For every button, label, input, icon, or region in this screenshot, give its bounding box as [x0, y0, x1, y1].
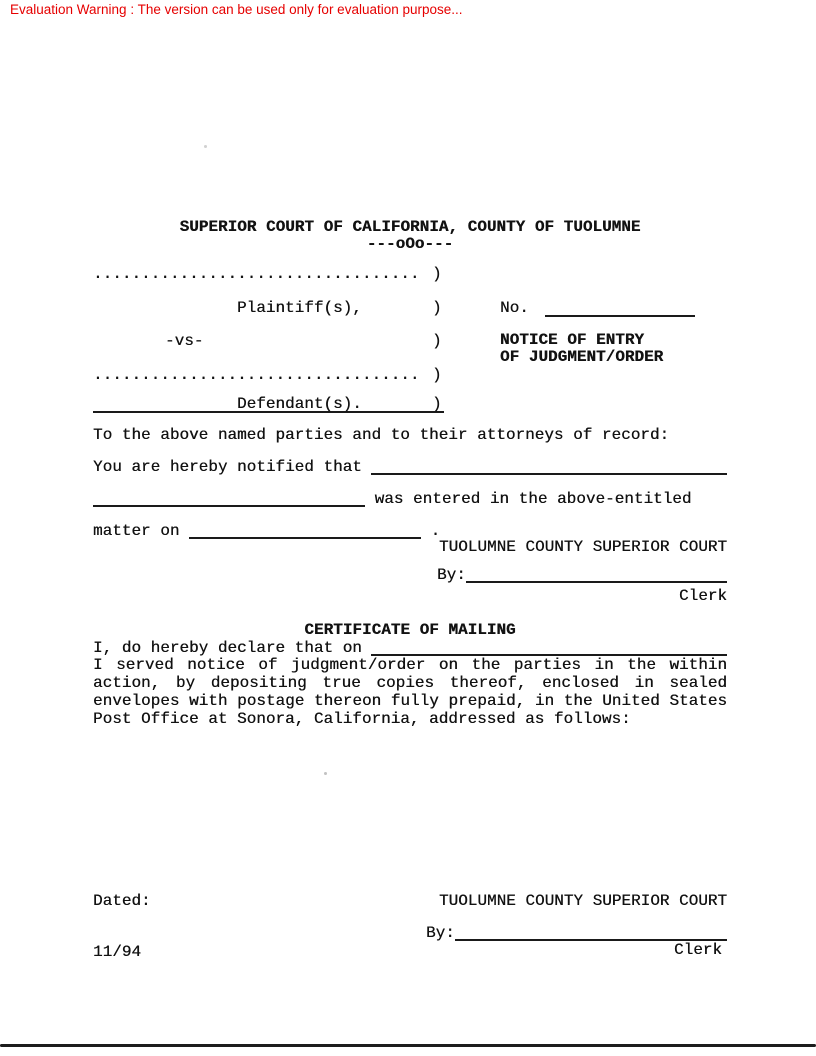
salutation-line: To the above named parties and to their attorneys of record: [93, 426, 670, 444]
certificate-text-line: Post Office at Sonora, California, addressed as follows: [93, 710, 631, 728]
certificate-title: CERTIFICATE OF MAILING [304, 621, 516, 639]
scan-edge-line [0, 1044, 816, 1047]
scan-speck [204, 145, 207, 148]
case-number-label: No. [500, 299, 529, 317]
by-signature-blank-upper [466, 567, 727, 583]
notice-title-line2: OF JUDGMENT/ORDER [500, 348, 664, 366]
matter-prefix: matter on [93, 522, 190, 540]
by-signature-line-lower [426, 925, 727, 941]
vs-label: -vs- [165, 332, 204, 350]
case-number-blank [545, 302, 695, 317]
matter-period: . [421, 522, 441, 540]
evaluation-warning: Evaluation Warning : The version can be used only for evaluation purpose... [10, 2, 463, 17]
caption-paren: ) [432, 265, 442, 283]
notified-line [93, 459, 727, 475]
plaintiff-label: Plaintiff(s), [237, 299, 362, 317]
form-revision: 11/94 [93, 943, 142, 961]
caption-paren: ) [432, 366, 442, 384]
judgment-description-blank-2 [93, 491, 365, 507]
entered-suffix: was entered in the above-entitled [365, 490, 692, 508]
judgment-description-blank-1 [371, 459, 727, 475]
by-label: By: [437, 566, 466, 584]
certificate-text-line: I served notice of judgment/order on the parties in the within [93, 656, 727, 674]
by-label: By: [426, 924, 455, 942]
dated-label: Dated: [93, 892, 151, 910]
caption-paren: ) [432, 395, 442, 413]
by-signature-blank-lower [455, 925, 727, 941]
declare-prefix: I, do hereby declare that on [93, 639, 372, 657]
plaintiff-dotted-line: .................................. [93, 265, 420, 283]
matter-line [93, 523, 727, 539]
clerk-label-lower: Clerk [673, 941, 722, 959]
clerk-label-upper: Clerk [678, 587, 727, 605]
entry-date-blank [189, 523, 421, 539]
certificate-text-line: envelopes with postage thereon fully prepaid, in the United States [93, 692, 727, 710]
by-signature-line-upper [437, 567, 727, 583]
caption-paren: ) [432, 299, 442, 317]
court-name-upper: TUOLUMNE COUNTY SUPERIOR COURT [438, 538, 727, 556]
certificate-text-line: action, by depositing true copies thereof, enclosed in sealed [93, 674, 727, 692]
scan-speck [324, 772, 327, 775]
page-title: SUPERIOR COURT OF CALIFORNIA, COUNTY OF TUOLUMNE [179, 218, 641, 236]
ooo-divider: ---oOo--- [366, 235, 454, 253]
defendant-label: Defendant(s). [237, 395, 362, 413]
declare-line [93, 640, 727, 656]
notified-prefix: You are hereby notified that [93, 458, 372, 476]
entered-line [93, 491, 727, 507]
defendant-dotted-line: .................................. [93, 366, 420, 384]
mailing-date-blank [371, 640, 727, 656]
caption-paren: ) [432, 332, 442, 350]
court-name-lower: TUOLUMNE COUNTY SUPERIOR COURT [438, 892, 727, 910]
notice-title-line1: NOTICE OF ENTRY [500, 331, 645, 349]
